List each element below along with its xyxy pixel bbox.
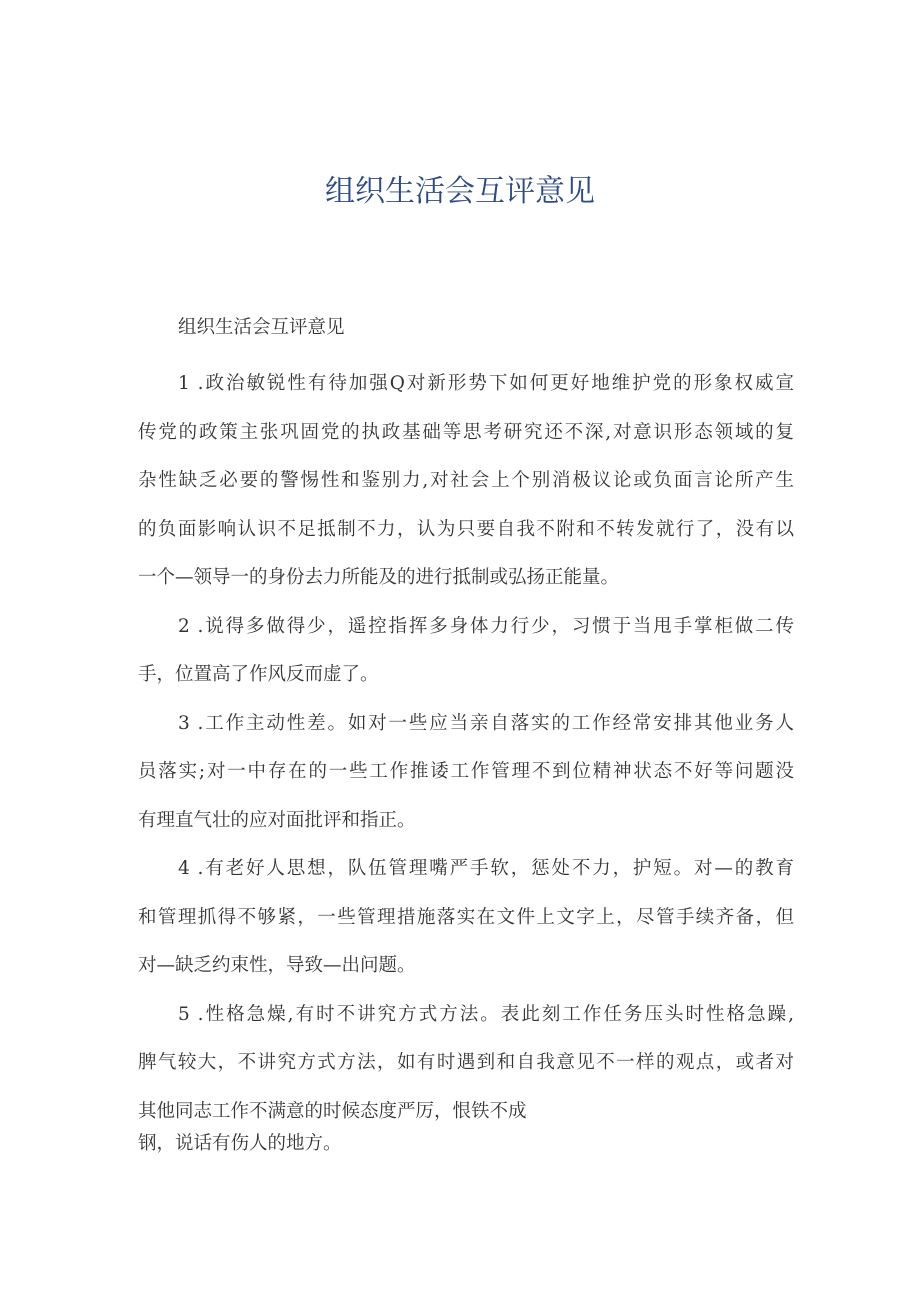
- paragraph-3: [138, 700, 794, 846]
- paragraph-4: [138, 845, 794, 991]
- paragraph-line: 5 .性格急燥,有时不讲究方式方法。表此刻工作任务压头时性格急躁,: [178, 1003, 794, 1025]
- paragraph-line: 一个—领导一的身份去力所能及的进行抵制或弘扬正能量。: [138, 567, 620, 588]
- document-body: [138, 312, 794, 1160]
- paragraph-line: 钢，说话有伤人的地方。: [138, 1133, 342, 1154]
- paragraph-line: 和管理抓得不够紧，一些管理措施落实在文件上文字上，尽管手续齐备，但: [138, 906, 794, 928]
- paragraph-line: 2 .说得多做得少，遥控指挥多身体力行少，习惯于当甩手掌柜做二传: [178, 615, 794, 637]
- paragraph-line: 员落实;对一中存在的一些工作推诿工作管理不到位精神状态不好等问题没: [138, 761, 794, 782]
- paragraph-5: [138, 991, 794, 1161]
- paragraph-line: 传党的政策主张巩固党的执政基础等思考研究还不深,对意识形态领域的复: [138, 421, 794, 443]
- paragraph-line: 其他同志工作不满意的时候态度严厉，恨铁不成: [138, 1100, 527, 1122]
- paragraph-line: 的负面影响认识不足抵制不力，认为只要自我不附和不转发就行了，没有以: [138, 518, 794, 540]
- paragraph-line: 杂性缺乏必要的警惕性和鉴别力,对社会上个别消极议论或负面言论所产生: [138, 470, 794, 491]
- document-title: 组织生活会互评意见: [325, 174, 595, 209]
- document-subtitle: 组织生活会互评意见: [178, 317, 345, 338]
- paragraph-line: 对—缺乏约束性，导致—出问题。: [138, 955, 416, 976]
- paragraph-line: 手，位置高了作风反而虚了。: [138, 664, 379, 685]
- paragraph-line: 1 .政治敏锐性有待加强Q对新形势下如何更好地维护党的形象权威宣: [178, 373, 794, 394]
- paragraph-line: 4 .有老好人思想，队伍管理嘴严手软，惩处不力，护短。对—的教育: [178, 858, 794, 879]
- paragraph-line: 脾气较大，不讲究方式方法，如有时遇到和自我意见不一样的观点，或者对: [138, 1052, 794, 1073]
- paragraph-line: 有理直气壮的应对面批评和指正。: [138, 809, 416, 831]
- paragraph-2: [138, 603, 794, 700]
- paragraph-line: 3 .工作主动性差。如对一些应当亲自落实的工作经常安排其他业务人: [178, 712, 794, 734]
- paragraph-1: [138, 360, 794, 603]
